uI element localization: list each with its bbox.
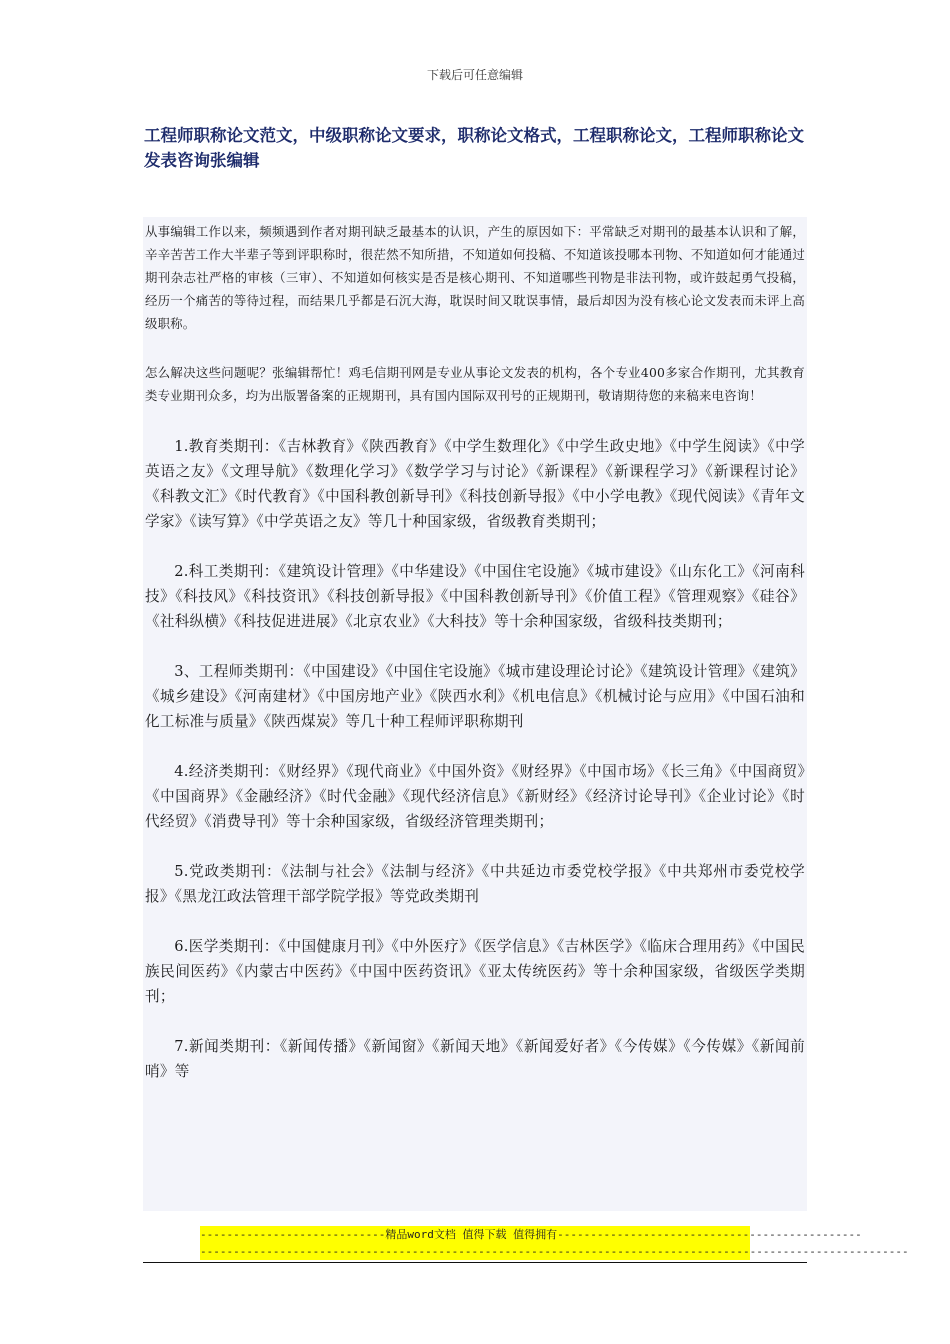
category-engineer: 3、工程师类期刊：《中国建设》《中国住宅设施》《城市建设理论讨论》《建筑设计管理》《建筑》《城乡建设》《河南建材》《中国房地产业》《陕西水利》《机电信息》《机械讨论与应用》《中国石油和化工标准与质量》《陕西煤炭》等几十种工程师评职称期刊 [145, 663, 805, 730]
footer-banner [200, 1226, 909, 1260]
category-journalism: 7.新闻类期刊：《新闻传播》《新闻窗》《新闻天地》《新闻爱好者》《今传媒》《今传媒》《新闻前哨》等 [145, 1038, 805, 1080]
footer-line-1: ----------------------------精品word文档 值得下载 值得拥有---------------------------------------------- [200, 1228, 862, 1241]
category-education: 1.教育类期刊：《吉林教育》《陕西教育》《中学生数理化》《中学生政史地》《中学生阅读》《中学英语之友》《文理导航》《数理化学习》《数学学习与讨论》《新课程》《新课程学习》《新课程讨论》《科教文汇》《时代教育》《中国科教创新导刊》《科技创新导报》《中小学电教》《现代阅读》《青年文学家》《读写算》《中学英语之友》等几十种国家级，省级教育类期刊； [145, 438, 805, 530]
page-header: 下载后可任意编辑 [426, 68, 523, 82]
content-block [143, 217, 807, 1211]
category-economics: 4.经济类期刊：《财经界》《现代商业》《中国外资》《财经界》《中国市场》《长三角》《中国商贸》《中国商界》《金融经济》《时代金融》《现代经济信息》《新财经》《经济讨论导刊》《企业讨论》《时代经贸》《消费导刊》等十余种国家级，省级经济管理类期刊； [145, 763, 805, 830]
intro-paragraph: 怎么解决这些问题呢？张编辑帮忙！鸡毛信期刊网是专业从事论文发表的机构，各个专业400多家合作期刊，尤其教育类专业期刊众多，均为出版署备案的正规期刊，具有国内国际双刊号的正规期刊，敬请期待您的来稿来电咨询！ [145, 365, 805, 403]
category-party-politics: 5.党政类期刊：《法制与社会》《法制与经济》《中共延边市委党校学报》《中共郑州市委党校学报》《黑龙江政法管理干部学院学报》等党政类期刊 [145, 863, 805, 905]
footer-rule [143, 1262, 807, 1263]
document-title: 工程师职称论文范文，中级职称论文要求，职称论文格式，工程职称论文，工程师职称论文发表咨询张编辑 [144, 126, 804, 170]
footer-line-2: ----------------------------------------------------------------------------------------------------------- [200, 1245, 909, 1258]
category-medicine: 6.医学类期刊：《中国健康月刊》《中外医疗》《医学信息》《吉林医学》《临床合理用药》《中国民族民间医药》《内蒙古中医药》《中国中医药资讯》《亚太传统医药》等十余种国家级，省级医学类期刊； [145, 938, 805, 1005]
category-science-engineering: 2.科工类期刊：《建筑设计管理》《中华建设》《中国住宅设施》《城市建设》《山东化工》《河南科技》《科技风》《科技资讯》《科技创新导报》《中国科教创新导刊》《价值工程》《管理观察》《硅谷》《社科纵横》《科技促进进展》《北京农业》《大科技》等十余种国家级，省级科技类期刊； [145, 563, 805, 630]
intro-paragraph: 从事编辑工作以来，频频遇到作者对期刊缺乏最基本的认识，产生的原因如下：平常缺乏对期刊的最基本认识和了解，辛辛苦苦工作大半辈子等到评职称时，很茫然不知所措，不知道如何投稿、不知道该投哪本刊物、不知道如何才能通过期刊杂志社严格的审核（三审）、不知道如何核实是否是核心期刊、不知道哪些刊物是非法刊物，或许鼓起勇气投稿，经历一个痛苦的等待过程，而结果几乎都是石沉大海，耽误时间又耽误事情，最后却因为没有核心论文发表而未评上高级职称。 [145, 224, 805, 331]
